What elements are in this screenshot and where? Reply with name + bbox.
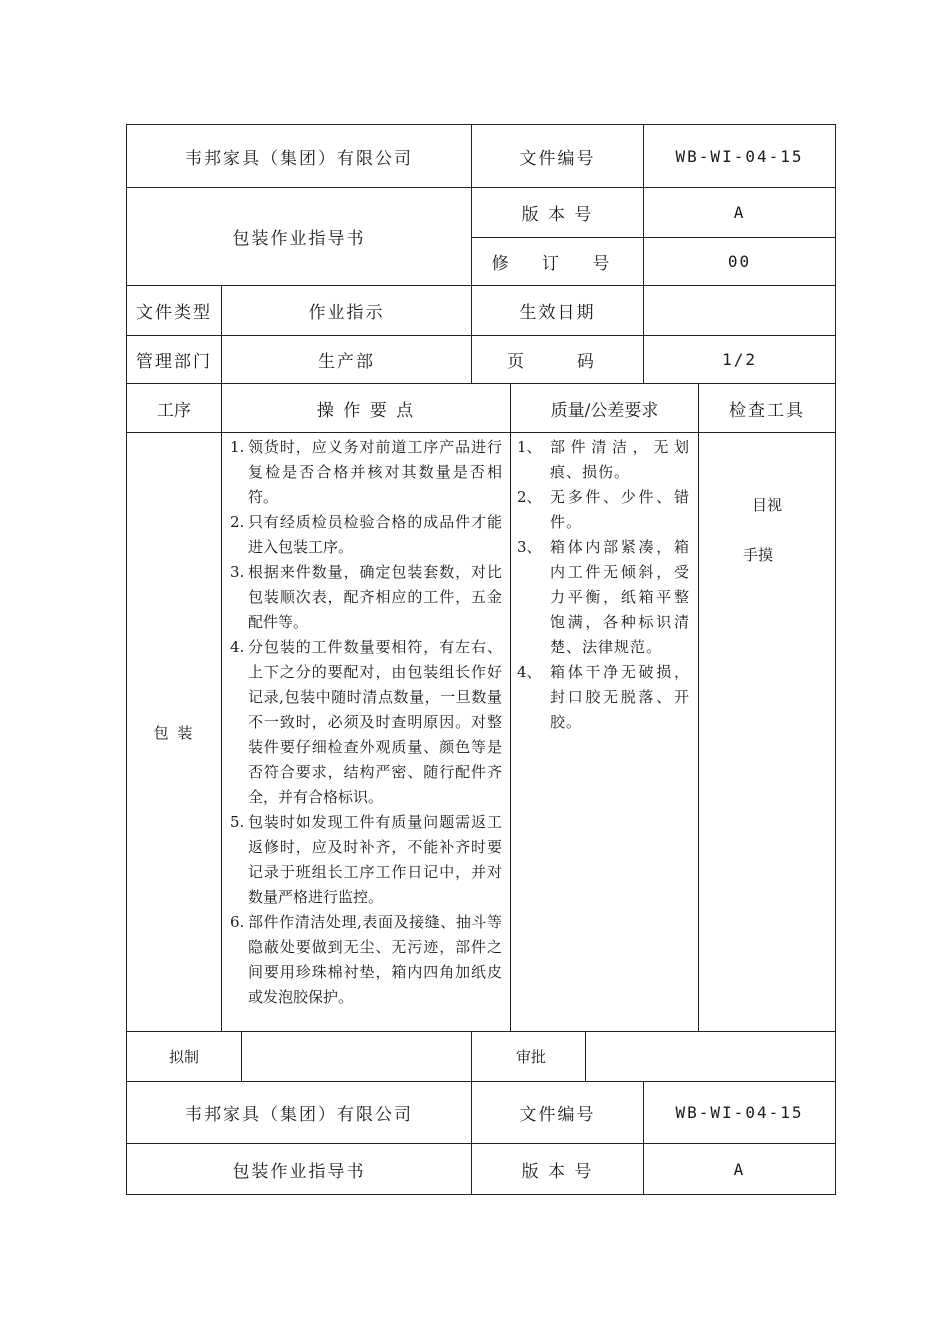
col-tools: 检查工具 bbox=[699, 384, 836, 433]
operation-item bbox=[230, 910, 502, 1010]
draft-label: 拟制 bbox=[127, 1032, 242, 1082]
quality-item-text: 部件清洁，无划痕、损伤。 bbox=[550, 438, 690, 481]
doc-title: 包装作业指导书 bbox=[127, 188, 472, 286]
quality-item bbox=[517, 535, 690, 660]
version-label-2: 版 本 号 bbox=[472, 1144, 644, 1195]
operation-item-text: 领货时，应义务对前道工序产品进行复检是否合格并核对其数量是否相符。 bbox=[248, 438, 502, 506]
company-name-2: 韦邦家具（集团）有限公司 bbox=[127, 1082, 472, 1144]
operation-item-text: 部件作清洁处理,表面及接缝、抽斗等隐蔽处要做到无尘、无污迹，部件之间要用珍珠棉衬垫，箱内四角加纸皮或发泡胶保护。 bbox=[248, 913, 502, 1006]
effective-date-value bbox=[644, 286, 836, 336]
quality-requirements bbox=[511, 433, 699, 1032]
doc-title-2: 包装作业指导书 bbox=[127, 1144, 472, 1195]
operation-item-number: 6. bbox=[230, 913, 245, 931]
page-label: 页 码 bbox=[472, 336, 644, 384]
operation-item bbox=[230, 510, 502, 560]
operation-item-number: 3. bbox=[230, 563, 245, 581]
quality-item-number: 3、 bbox=[517, 538, 542, 556]
operation-item bbox=[230, 435, 502, 510]
quality-item-number: 4、 bbox=[517, 663, 542, 681]
process-name: 包 装 bbox=[127, 433, 222, 1032]
effective-date-label: 生效日期 bbox=[472, 286, 644, 336]
operation-points bbox=[222, 433, 511, 1032]
doc-no-label-2: 文件编号 bbox=[472, 1082, 644, 1144]
doc-no-value: WB-WI-04-15 bbox=[644, 125, 836, 188]
quality-item-text: 箱体干净无破损，封口胶无脱落、开胶。 bbox=[550, 663, 690, 731]
operation-item-text: 根据来件数量，确定包装套数，对比包装顺次表，配齐相应的工件，五金配件等。 bbox=[248, 563, 502, 631]
draft-value bbox=[242, 1032, 472, 1082]
operation-item-text: 分包装的工件数量要相符，有左右、上下之分的要配对，由包装组长作好记录,包装中随时清点数量，一旦数量不一致时，必须及时查明原因。对整装件要仔细检查外观质量、颜色等是否符合要求，结构严密、随行配件齐全，并有合格标识。 bbox=[248, 638, 502, 806]
inspection-tools bbox=[699, 433, 836, 1032]
col-process: 工序 bbox=[127, 384, 222, 433]
second-header-table bbox=[126, 1081, 836, 1195]
dept-value: 生产部 bbox=[222, 336, 472, 384]
operation-item-number: 4. bbox=[230, 638, 245, 656]
operation-item bbox=[230, 560, 502, 635]
revision-label: 修 订 号 bbox=[472, 238, 644, 286]
quality-item bbox=[517, 435, 690, 485]
quality-item-text: 箱体内部紧凑，箱内工件无倾斜，受力平衡，纸箱平整饱满，各种标识清楚、法律规范。 bbox=[550, 538, 690, 656]
dept-label: 管理部门 bbox=[127, 336, 222, 384]
quality-item-number: 1、 bbox=[517, 438, 542, 456]
operation-item bbox=[230, 810, 502, 910]
col-ops: 操 作 要 点 bbox=[222, 384, 511, 433]
operation-item-number: 5. bbox=[230, 813, 245, 831]
col-quality: 质量/公差要求 bbox=[511, 384, 699, 433]
version-value: A bbox=[644, 188, 836, 238]
approve-value bbox=[586, 1032, 836, 1082]
approve-label: 审批 bbox=[472, 1032, 586, 1082]
company-name: 韦邦家具（集团）有限公司 bbox=[127, 125, 472, 188]
work-instruction-table bbox=[126, 124, 836, 384]
process-table bbox=[126, 383, 836, 1032]
operation-item-number: 2. bbox=[230, 513, 245, 531]
page-value: 1/2 bbox=[644, 336, 836, 384]
quality-item-number: 2、 bbox=[517, 488, 542, 506]
doc-type-value: 作业指示 bbox=[222, 286, 472, 336]
signoff-table bbox=[126, 1031, 836, 1082]
revision-value: 00 bbox=[644, 238, 836, 286]
version-value-2: A bbox=[644, 1144, 836, 1195]
doc-no-label: 文件编号 bbox=[472, 125, 644, 188]
quality-item-text: 无多件、少件、错件。 bbox=[550, 488, 690, 531]
version-label: 版 本 号 bbox=[472, 188, 644, 238]
operation-item-text: 只有经质检员检验合格的成品件才能进入包装工序。 bbox=[248, 513, 502, 556]
tool-visual: 目视 bbox=[751, 496, 782, 514]
quality-item bbox=[517, 660, 690, 735]
quality-item bbox=[517, 485, 690, 535]
doc-no-value-2: WB-WI-04-15 bbox=[644, 1082, 836, 1144]
doc-type-label: 文件类型 bbox=[127, 286, 222, 336]
operation-item-number: 1. bbox=[230, 438, 245, 456]
operation-item bbox=[230, 635, 502, 810]
operation-item-text: 包装时如发现工件有质量问题需返工返修时，应及时补齐，不能补齐时要记录于班组长工序工作日记中，并对数量严格进行监控。 bbox=[248, 813, 502, 906]
tool-touch: 手摸 bbox=[742, 546, 773, 564]
